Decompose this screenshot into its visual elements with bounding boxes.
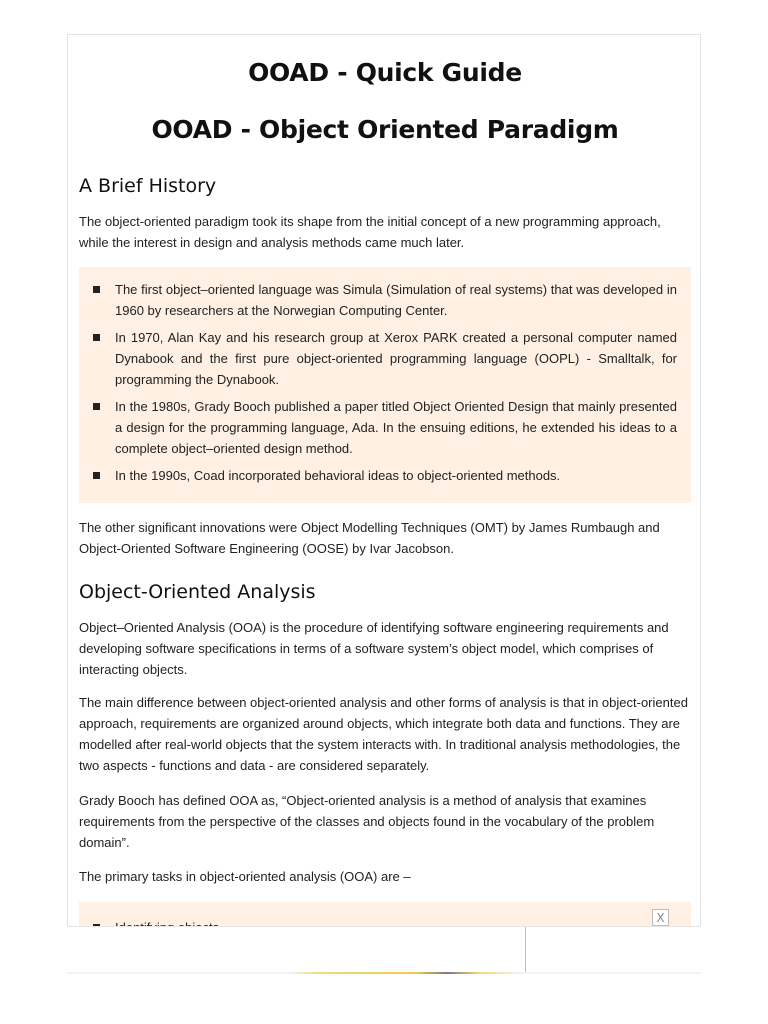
list-item: The first object–oriented language was Simula (Simulation of real systems) that was developed in 1960 by researchers at the Norwegian Computing Center. [93, 279, 677, 321]
page-subtitle: OOAD - Object Oriented Paradigm [151, 115, 619, 144]
list-item: In 1970, Alan Kay and his research group at Xerox PARK created a personal computer named Dynabook and the first pure object-oriented programming language (OOPL) - Smalltalk, for programming the Dynabook. [93, 327, 677, 390]
ad-banner[interactable] [67, 926, 701, 974]
ad-image-strip [67, 972, 701, 974]
ad-divider [525, 927, 526, 973]
bullet-icon [93, 403, 100, 410]
ooa-paragraph-4: The primary tasks in object-oriented analysis (OOA) are – [79, 869, 411, 884]
ooa-paragraph-2: The main difference between object-oriented analysis and other forms of analysis is that in object-oriented approach, requirements are organized around objects, which integrate both data and functions. They are modelled after real-world objects that the system interacts with. In traditional analysis methodologies, the two aspects - functions and data - are considered separately. [79, 695, 688, 773]
history-outro: The other significant innovations were Object Modelling Techniques (OMT) by James Rumbaugh and Object-Oriented Software Engineering (OOSE) by Ivar Jacobson. [79, 520, 660, 556]
ooa-paragraph-1: Object–Oriented Analysis (OOA) is the procedure of identifying software engineering requirements and developing software specifications in terms of a software system’s object model, which comprises of interacting objects. [79, 620, 669, 677]
history-intro: The object-oriented paradigm took its shape from the initial concept of a new programming approach, while the interest in design and analysis methods came much later. [79, 214, 661, 250]
bullet-icon [93, 334, 100, 341]
page-title: OOAD - Quick Guide [248, 58, 522, 87]
ooa-paragraph-3: Grady Booch has defined OOA as, “Object-oriented analysis is a method of analysis that examines requirements from the perspective of the classes and objects found in the vocabulary of the problem domain”. [79, 793, 655, 850]
ooa-heading: Object-Oriented Analysis [79, 581, 316, 603]
list-item: In the 1990s, Coad incorporated behavioral ideas to object-oriented methods. [93, 465, 677, 486]
ad-close-button[interactable]: X [652, 909, 669, 926]
history-list-box [79, 267, 691, 503]
list-item: In the 1980s, Grady Booch published a paper titled Object Oriented Design that mainly presented a design for the programming language, Ada. In the ensuing editions, he extended his ideas to a complete object–oriented design method. [93, 396, 677, 459]
bullet-icon [93, 286, 100, 293]
history-heading: A Brief History [79, 175, 217, 197]
article-card [67, 34, 701, 974]
bullet-icon [93, 472, 100, 479]
